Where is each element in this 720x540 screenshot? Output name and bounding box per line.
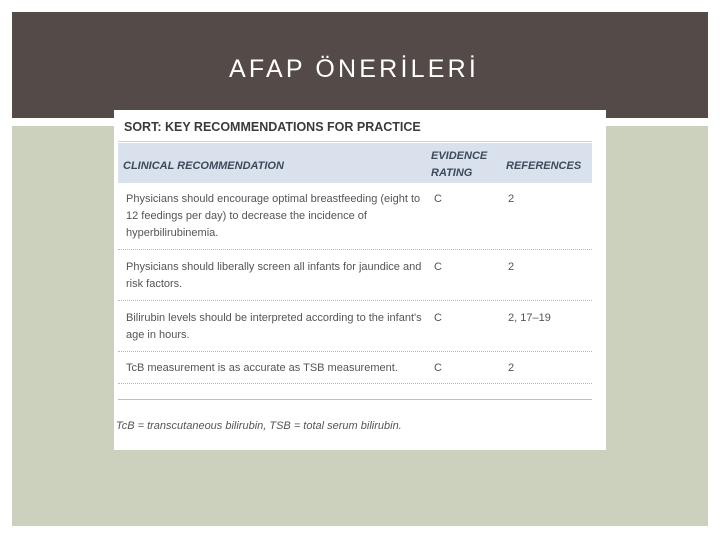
sort-table-figure — [114, 110, 606, 450]
row-divider — [118, 383, 592, 384]
table-footnote: TcB = transcutaneous bilirubin, TSB = total serum bilirubin. — [116, 420, 402, 432]
table-row-2-recommendation: Physicians should liberally screen all infants for jaundice and risk factors. — [126, 261, 422, 291]
column-header-references: REFERENCES — [506, 160, 582, 172]
row-divider — [118, 300, 592, 301]
header-divider — [118, 141, 592, 142]
column-header-recommendation: CLINICAL RECOMMENDATION — [123, 160, 284, 172]
table-row-3-references: 2, 17–19 — [508, 312, 551, 324]
table-row-4-recommendation: TcB measurement is as accurate as TSB measurement. — [126, 362, 398, 374]
row-divider — [118, 351, 592, 352]
column-header-evidence-rating: EVIDENCE RATING — [431, 150, 488, 179]
table-row-3-evidence-rating: C — [434, 312, 442, 324]
table-row-4-evidence-rating: C — [434, 362, 442, 374]
table-row-2-references: 2 — [508, 261, 515, 273]
table-row-3-recommendation: Bilirubin levels should be interpreted according to the infant's age in hours. — [126, 312, 422, 342]
table-bottom-rule — [118, 399, 592, 400]
table-row-1-recommendation: Physicians should encourage optimal breastfeeding (eight to 12 feedings per day) to decrease the incidence of hyperbilirubinemia. — [126, 193, 421, 240]
table-row-4-references: 2 — [508, 362, 515, 374]
slide-title: AFAP ÖNERİLERİ — [229, 55, 479, 83]
table-row-1-evidence-rating: C — [434, 193, 442, 205]
sort-table-header: SORT: KEY RECOMMENDATIONS FOR PRACTICE — [124, 120, 421, 134]
table-row-2-evidence-rating: C — [434, 261, 442, 273]
table-row-1-references: 2 — [508, 193, 515, 205]
row-divider — [118, 249, 592, 250]
